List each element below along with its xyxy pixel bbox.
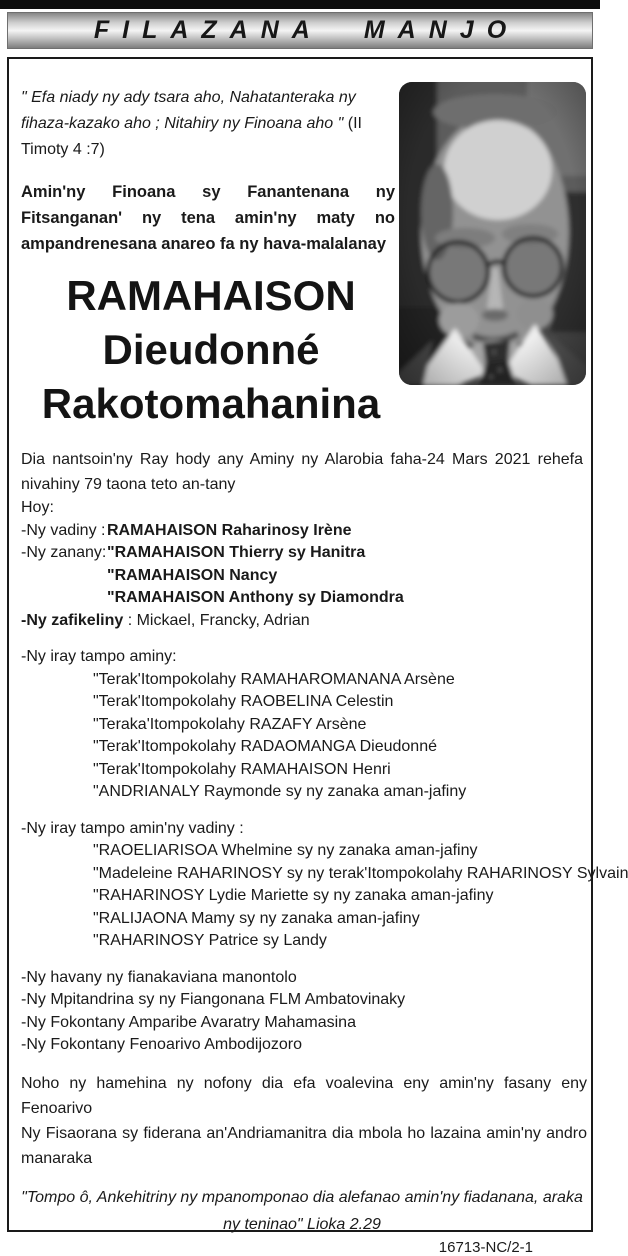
spouse-label: -Ny vadiny : [21,521,106,539]
top-rule [0,0,600,9]
grandchildren-names: : Mickael, Francky, Adrian [123,611,310,629]
children-label: -Ny zanany: [21,544,107,561]
deceased-surname: RAMAHAISON [66,272,356,319]
child-name: "RAMAHAISON Thierry sy Hanitra [107,544,366,561]
siblings-label: -Ny iray tampo aminy: [21,648,177,665]
spouse-sibling-item: "RAHARINOSY Lydie Mariette sy ny zanaka aman-jafiny [93,887,494,904]
intro-text: Amin'ny Finoana sy Fanantenana ny Fitsanganan' ny tena amin'ny maty no ampandrenesana anareo fa ny hava-malalanay [21,183,395,253]
community-item: -Ny Fokontany Fenoarivo Ambodijozoro [21,1036,303,1053]
scripture-quote-text: " Efa niady ny ady tsara aho, Nahatanteraka ny fihaza-kazako aho ; Nitahiry ny Finoana aho " [21,89,356,132]
scripture-reference: (II Timoty 4 :7) [21,115,362,158]
grandchildren-row [21,610,579,633]
obituary-notice [7,57,628,1256]
hoy-label: Hoy: [21,499,54,516]
burial-note-line2: Ny Fisaorana sy fiderana an'Andriamanitra dia mbola ho lazaina amin'ny andro manaraka [21,1124,587,1167]
spouse-sibling-item: "Madeleine RAHARINOSY sy ny terak'Itompokolahy RAHARINOSY Sylvain [93,864,628,882]
scripture-quote [21,85,395,163]
sibling-item: "Terak'Itompokolahy RAMAHAISON Henri [93,760,391,778]
deceased-name [21,269,401,431]
closing-quote: "Tompo ô, Ankehitriny ny mpanomponao dia alefanao amin'ny fiadanana, araka ny teninao" Lioka 2.29 [21,1188,583,1233]
child-name: "RAMAHAISON Anthony sy Diamondra [107,589,404,606]
community-item: -Ny Fokontany Amparibe Avaratry Mahamasina [21,1013,356,1031]
spouse-sibling-item: "RAOELIARISOA Whelmine sy ny zanaka aman-jafiny [93,842,478,859]
community-item: -Ny Mpitandrina sy ny Fiangonana FLM Ambatovinaky [21,991,406,1008]
announcement-text: Dia nantsoin'ny Ray hody any Aminy ny Alarobia faha-24 Mars 2021 rehefa nivahiny 79 taona teto an-tany [21,451,583,493]
portrait-illustration [399,82,586,385]
deceased-firstname: Dieudonné [102,326,320,373]
sibling-item: "Terak'Itompokolahy RADAOMANGA Dieudonné [93,738,437,755]
section-banner [7,12,593,49]
children-row [21,542,579,565]
sibling-item: "Terak'Itompokolahy RAMAHAROMANANA Arsène [93,670,455,688]
spouse-name: RAMAHAISON Raharinosy Irène [107,521,352,539]
sibling-item: "Teraka'Itompokolahy RAZAFY Arsène [93,715,367,733]
burial-note-line1: Noho ny hamehina ny nofony dia efa voalevina eny amin'ny fasany eny Fenoarivo [21,1074,587,1117]
spouse-row [21,520,579,543]
sibling-item: "Terak'Itompokolahy RAOBELINA Celestin [93,693,394,710]
deceased-photo [399,82,586,385]
spouse-sibling-item: "RALIJAONA Mamy sy ny zanaka aman-jafiny [93,909,420,927]
spouse-sibling-item: "RAHARINOSY Patrice sy Landy [93,932,327,949]
grandchildren-label: -Ny zafikeliny [21,611,124,629]
community-header: -Ny havany ny fianakaviana manontolo [21,968,297,986]
deceased-othername: Rakotomahanina [41,380,381,427]
child-name: "RAMAHAISON Nancy [107,566,278,584]
sibling-item: "ANDRIANALY Raymonde sy ny zanaka aman-jafiny [93,783,467,800]
reference-number: 16713-NC/2-1 [438,1238,533,1256]
spouse-siblings-label: -Ny iray tampo amin'ny vadiny : [21,819,244,837]
banner-title: FILAZANA MANJO [93,16,520,44]
